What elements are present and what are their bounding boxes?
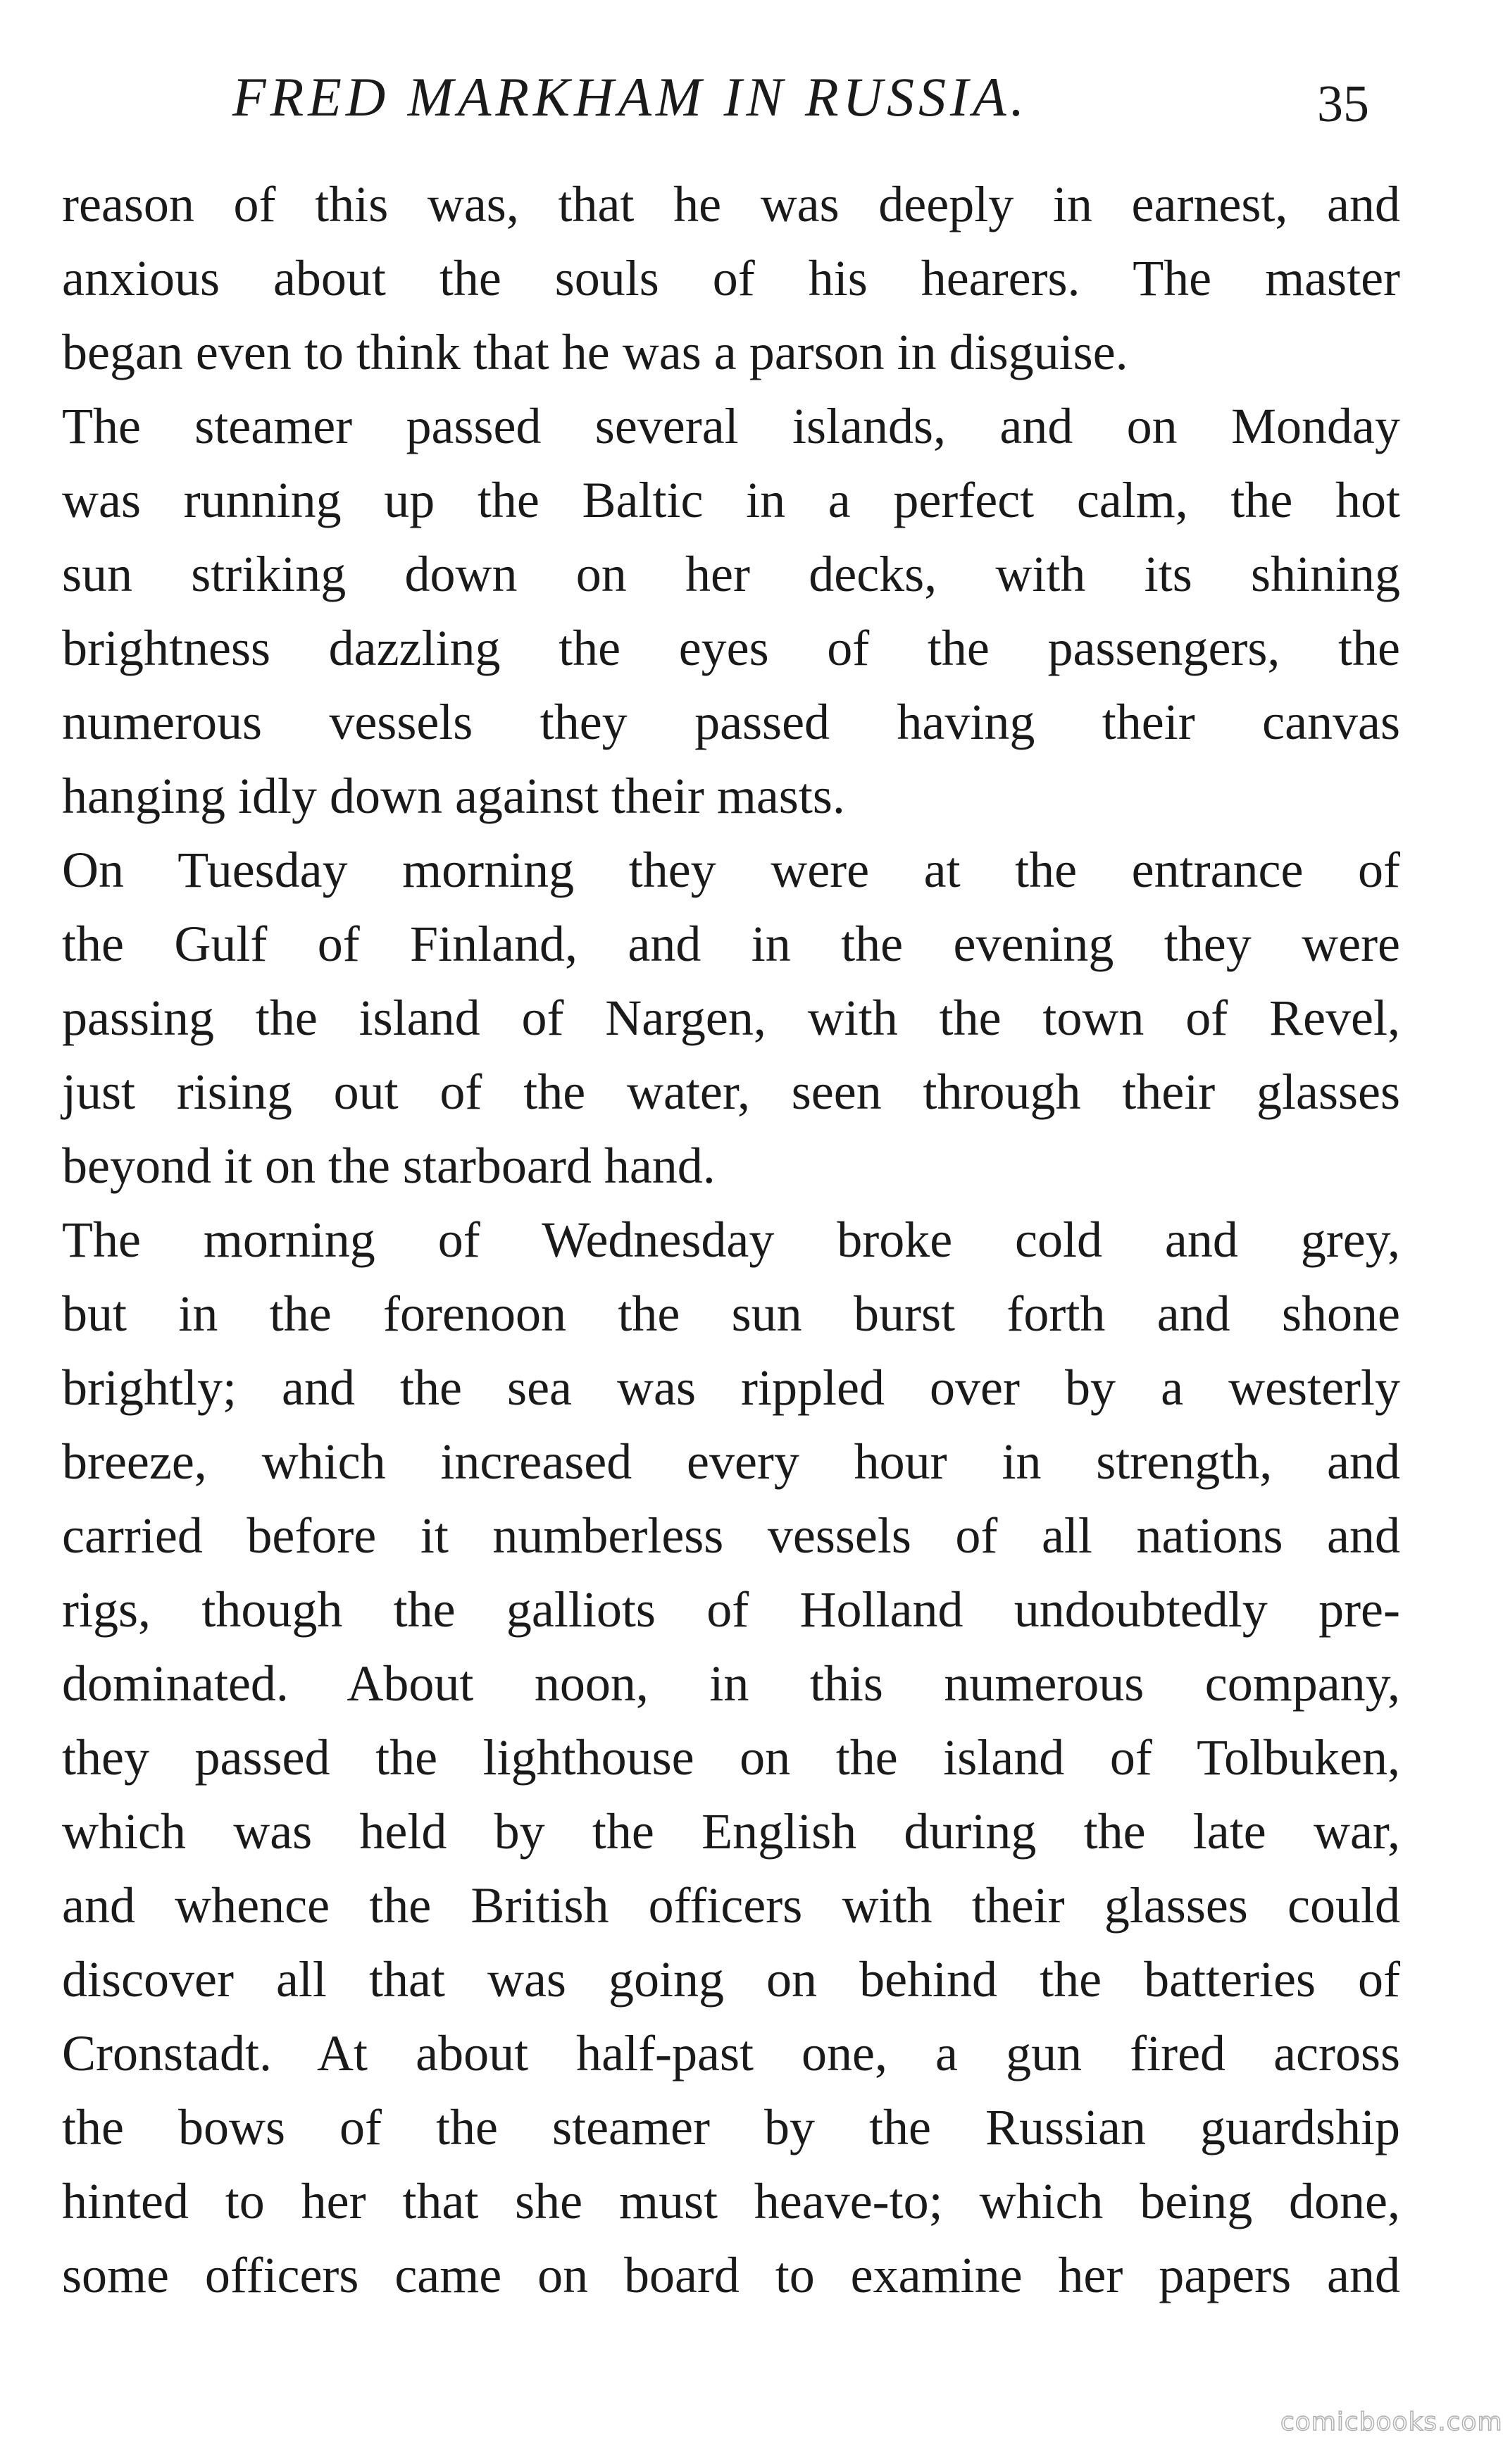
text-line: On Tuesday morning they were at the entrance of bbox=[62, 842, 1400, 898]
watermark: comicbooks.com bbox=[1280, 2408, 1503, 2437]
text-line: began even to think that he was a parson in disguise. bbox=[62, 324, 1128, 380]
body-text bbox=[62, 168, 1400, 2313]
text-line: anxious about the souls of his hearers. The master bbox=[62, 250, 1400, 306]
text-line: which was held by the English during the late war, bbox=[62, 1803, 1400, 1860]
text-line: but in the forenoon the sun burst forth and shone bbox=[62, 1286, 1400, 1342]
text-line: they passed the lighthouse on the island of Tolbuken, bbox=[62, 1729, 1400, 1786]
text-line: numerous vessels they passed having their canvas bbox=[62, 694, 1400, 750]
text-line: carried before it numberless vessels of all nations and bbox=[62, 1507, 1400, 1564]
text-line: beyond it on the starboard hand. bbox=[62, 1138, 716, 1194]
page-number: 35 bbox=[1317, 75, 1369, 133]
text-line: The steamer passed several islands, and on Monday bbox=[62, 398, 1400, 454]
text-line: reason of this was, that he was deeply in earnest, and bbox=[62, 176, 1400, 232]
paragraph bbox=[62, 1203, 1400, 2313]
text-line: hinted to her that she must heave-to; which being done, bbox=[62, 2173, 1400, 2229]
text-line: brightness dazzling the eyes of the passengers, the bbox=[62, 620, 1400, 676]
paragraph bbox=[62, 390, 1400, 833]
paragraph bbox=[62, 168, 1400, 390]
text-line: hanging idly down against their masts. bbox=[62, 768, 845, 824]
text-line: The morning of Wednesday broke cold and grey, bbox=[62, 1212, 1400, 1268]
text-line: discover all that was going on behind the batteries of bbox=[62, 1951, 1400, 2008]
text-line: the bows of the steamer by the Russian guardship bbox=[62, 2099, 1400, 2155]
text-line: passing the island of Nargen, with the town of Revel, bbox=[62, 990, 1400, 1046]
text-line: Cronstadt. At about half-past one, a gun fired across bbox=[62, 2025, 1400, 2082]
text-line: brightly; and the sea was rippled over by a westerly bbox=[62, 1359, 1400, 1416]
text-line: was running up the Baltic in a perfect calm, the hot bbox=[62, 472, 1400, 528]
running-title: FRED MARKHAM IN RUSSIA. bbox=[232, 66, 1029, 127]
paragraph bbox=[62, 833, 1400, 1203]
text-line: dominated. About noon, in this numerous company, bbox=[62, 1655, 1400, 1712]
text-line: just rising out of the water, seen through their glasses bbox=[62, 1064, 1400, 1120]
text-line: sun striking down on her decks, with its shining bbox=[62, 546, 1400, 602]
text-line: and whence the British officers with their glasses could bbox=[62, 1877, 1400, 1934]
text-line: rigs, though the galliots of Holland undoubtedly pre- bbox=[62, 1581, 1400, 1638]
text-line: some officers came on board to examine her papers and bbox=[62, 2247, 1400, 2303]
text-line: breeze, which increased every hour in strength, and bbox=[62, 1433, 1400, 1490]
text-line: the Gulf of Finland, and in the evening they were bbox=[62, 916, 1400, 972]
